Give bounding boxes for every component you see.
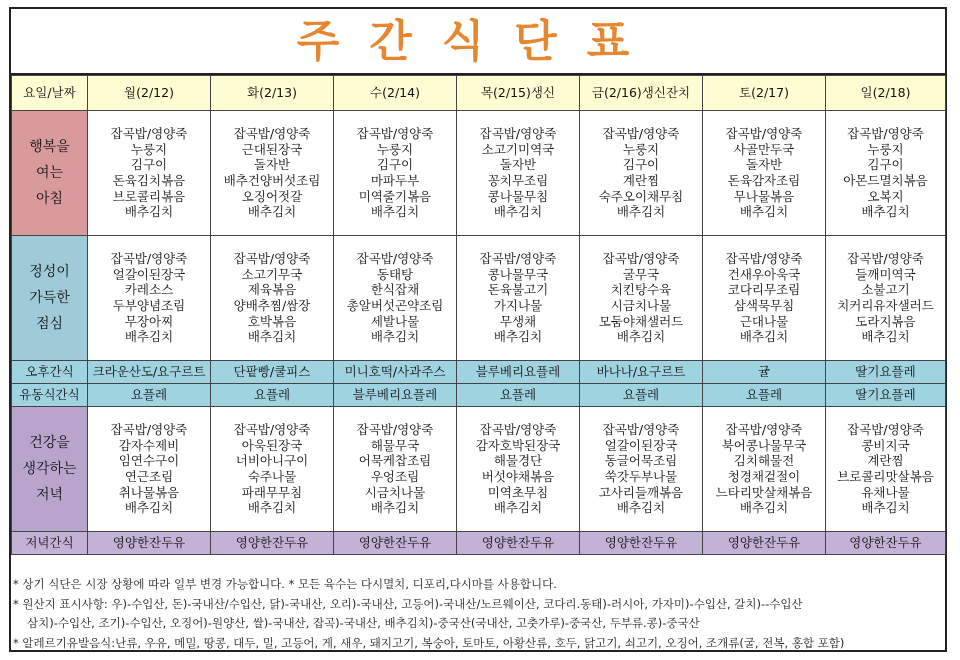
menu-item: 잡곡밥/영양죽 [233, 126, 311, 142]
dinner-label-line: 생각하는 [22, 461, 77, 477]
menu-item: 잡곡밥/영양죽 [725, 422, 803, 438]
menu-item: 호박볶음 [247, 313, 297, 329]
menu-item: 계란찜 [622, 173, 660, 188]
lunch-menu-cell [703, 236, 826, 361]
menu-item: 아몬드멸치볶음 [843, 173, 928, 188]
menu-item: 배추김치 [124, 500, 174, 516]
menu-item: 사골만두국 [733, 141, 795, 157]
menu-table [11, 75, 946, 555]
menu-item: 김구이 [622, 157, 660, 173]
menu-item: 건새우아욱국 [727, 266, 801, 282]
menu-item: 소불고기 [861, 282, 910, 298]
menu-item: 배추김치 [247, 500, 297, 516]
day-header-tue: 화(2/13) [211, 76, 334, 111]
breakfast-label [12, 111, 88, 236]
menu-item: 모둠야채샐러드 [598, 313, 684, 329]
snack-cell: 바나나/요구르트 [580, 361, 703, 384]
menu-item: 세발나물 [370, 313, 420, 329]
menu-item: 근대된장국 [241, 141, 303, 157]
menu-item: 해물경단 [493, 453, 543, 469]
menu-item: 잡곡밥/영양죽 [110, 422, 188, 438]
snack-cell: 단팥빵/쿨피스 [211, 361, 334, 384]
dinner-menu-cell [334, 407, 457, 532]
menu-item: 북어콩나물무국 [721, 437, 807, 453]
menu-item: 무생채 [499, 313, 537, 329]
menu-item: 배추김치 [616, 329, 666, 345]
menu-item: 오징어젓갈 [241, 188, 303, 204]
menu-item: 배추김치 [861, 500, 910, 516]
snack-cell: 블루베리요플레 [457, 361, 580, 384]
menu-item: 김치해물전 [733, 453, 795, 469]
menu-item: 감자호박된장국 [475, 437, 561, 453]
menu-item: 미역초무침 [487, 484, 549, 500]
menu-item: 잡곡밥/영양죽 [479, 251, 557, 267]
menu-item: 얼갈이된장국 [604, 437, 678, 453]
menu-item: 소고기무국 [241, 266, 303, 282]
menu-item: 돈육김치볶음 [112, 173, 186, 188]
menu-item: 잡곡밥/영양죽 [479, 126, 557, 142]
menu-item: 느타리맛살채볶음 [715, 484, 813, 500]
menu-item: 소고기미역국 [481, 141, 555, 157]
menu-item: 양배추찜/쌈장 [233, 298, 311, 313]
menu-item: 김구이 [867, 157, 904, 173]
menu-item: 배추김치 [370, 500, 420, 516]
breakfast-menu-cell [88, 111, 211, 236]
lunch-label-line: 정성이 [29, 264, 70, 280]
menu-item: 얼갈이된장국 [112, 266, 186, 282]
evening-snack-cell: 영양한잔두유 [580, 532, 703, 555]
breakfast-label-line: 행복을 [29, 139, 70, 155]
menu-item: 총알버섯곤약조림 [346, 298, 444, 313]
menu-item: 무나물볶음 [733, 188, 795, 204]
weekly-menu-sheet [9, 7, 947, 652]
menu-item: 고사리들깨볶음 [598, 484, 684, 500]
menu-item: 우엉조림 [370, 469, 420, 484]
breakfast-row [12, 111, 946, 236]
dinner-menu-cell [88, 407, 211, 532]
evening-snack-cell: 영양한잔두유 [88, 532, 211, 555]
liquid-snack-cell: 요플레 [580, 384, 703, 407]
menu-item: 누룽지 [867, 141, 904, 157]
menu-item: 김구이 [376, 157, 414, 173]
menu-item: 잡곡밥/영양죽 [233, 422, 311, 438]
menu-item: 누룽지 [376, 141, 414, 157]
menu-item: 콩비지국 [861, 437, 910, 453]
menu-item: 연근조림 [124, 469, 174, 484]
menu-item: 돈육불고기 [487, 282, 549, 298]
menu-item: 숙주나물 [247, 469, 297, 484]
menu-item: 청경채겉절이 [727, 469, 801, 484]
evening-snack-cell: 영양한잔두유 [826, 532, 946, 555]
menu-item: 돈육감자조림 [727, 173, 801, 188]
breakfast-menu-cell [457, 111, 580, 236]
menu-item: 배추김치 [616, 500, 666, 516]
menu-item: 숙주오이채무침 [598, 188, 684, 204]
menu-item: 시금치나물 [364, 484, 426, 500]
menu-item: 쑥갓두부나물 [604, 469, 678, 484]
menu-item: 아욱된장국 [241, 437, 303, 453]
dinner-menu-cell [211, 407, 334, 532]
lunch-menu-cell [457, 236, 580, 361]
menu-item: 오복지 [867, 188, 904, 204]
snack-cell: 크라운산도/요구르트 [88, 361, 211, 384]
menu-item: 돌자반 [745, 157, 783, 173]
liquid-snack-row [12, 384, 946, 407]
menu-item: 시금치나물 [610, 298, 672, 313]
evening-snack-cell: 영양한잔두유 [211, 532, 334, 555]
menu-item: 배추김치 [739, 329, 789, 345]
menu-item: 배추김치 [861, 204, 910, 220]
header-row [12, 76, 946, 111]
menu-item: 배추김치 [370, 329, 420, 345]
note-origin-cont: 삼치)-수입산, 조기)-수입산, 오징어)-원양산, 쌀)-국내산, 잡곡)-국내산, 배추김치)-중국산(국내산, 고춧가루)-중국산, 두부류.콩)-중국산 [27, 616, 700, 630]
menu-item: 어묵케찹조림 [358, 453, 432, 469]
menu-item: 삼색묵무침 [733, 298, 795, 313]
menu-item: 버섯야채볶음 [481, 469, 555, 484]
page-title: 주간식단표 [11, 9, 945, 75]
note-origin: * 원산지 표시사항: 우)-수입산, 돈)-국내산/수입산, 닭)-국내산, 오리)-국내산, 고등어)-국내산/노르웨이산, 코다리.동태)-러시아, 가자미)-수입산, 갈치)--수입산 [13, 596, 803, 611]
menu-item: 한식잡채 [370, 282, 420, 298]
menu-item: 꽁치무조림 [487, 173, 549, 188]
menu-item: 감자수제비 [118, 437, 180, 453]
menu-item: 미역줄기볶음 [358, 188, 432, 204]
menu-item: 동글어묵조림 [604, 453, 678, 469]
liquid-snack-cell: 요플레 [88, 384, 211, 407]
menu-item: 잡곡밥/영양죽 [356, 422, 434, 438]
breakfast-menu-cell [580, 111, 703, 236]
menu-item: 배추건양버섯조림 [223, 173, 321, 188]
lunch-label-line: 가득한 [29, 290, 70, 306]
menu-item: 치킨탕수육 [610, 282, 672, 298]
snack-label: 오후간식 [12, 361, 88, 384]
menu-item: 치커리유자샐러드 [837, 298, 934, 313]
menu-item: 잡곡밥/영양죽 [602, 422, 680, 438]
menu-item: 잡곡밥/영양죽 [725, 251, 803, 267]
evening-snack-row [12, 532, 946, 555]
snack-cell: 미니호떡/사과주스 [334, 361, 457, 384]
menu-item: 브로콜리볶음 [112, 188, 186, 204]
breakfast-menu-cell [334, 111, 457, 236]
lunch-menu-cell [826, 236, 946, 361]
day-header-thu: 목(2/15)생신 [457, 76, 580, 111]
menu-item: 잡곡밥/영양죽 [110, 251, 188, 267]
menu-item: 잡곡밥/영양죽 [356, 251, 434, 267]
lunch-menu-cell [580, 236, 703, 361]
lunch-menu-cell [211, 236, 334, 361]
note-change-notice: * 상기 식단은 시장 상황에 따라 일부 변경 가능합니다. * 모든 육수는 다시멸치, 디포리,다시마를 사용합니다. [13, 577, 557, 591]
dinner-menu-cell [580, 407, 703, 532]
menu-item: 굴무국 [622, 266, 660, 282]
liquid-snack-cell: 요플레 [703, 384, 826, 407]
menu-item: 잡곡밥/영양죽 [110, 126, 188, 142]
breakfast-menu-cell [703, 111, 826, 236]
menu-item: 돌자반 [253, 157, 291, 173]
day-header-mon: 월(2/12) [88, 76, 211, 111]
menu-item: 브로콜리맛살볶음 [837, 469, 934, 484]
liquid-snack-label: 유동식간식 [12, 384, 88, 407]
dinner-menu-cell [703, 407, 826, 532]
menu-item: 콩나물무국 [487, 266, 549, 282]
menu-item: 무장아찌 [124, 313, 174, 329]
menu-item: 근대나물 [739, 313, 789, 329]
menu-item: 임연수구이 [118, 453, 180, 469]
breakfast-menu-cell [826, 111, 946, 236]
menu-item: 배추김치 [370, 204, 420, 220]
menu-item: 누룽지 [130, 141, 168, 157]
dinner-menu-cell [826, 407, 946, 532]
menu-item: 돌자반 [499, 157, 537, 173]
menu-item: 가지나물 [493, 298, 543, 313]
menu-item: 배추김치 [247, 204, 297, 220]
menu-item: 잡곡밥/영양죽 [479, 422, 557, 438]
day-header-fri: 금(2/16)생신잔치 [580, 76, 703, 111]
menu-item: 잡곡밥/영양죽 [602, 126, 680, 142]
menu-item: 동태탕 [376, 266, 414, 282]
dinner-menu-cell [457, 407, 580, 532]
day-header-wed: 수(2/14) [334, 76, 457, 111]
menu-item: 배추김치 [493, 500, 543, 516]
menu-item: 잡곡밥/영양죽 [847, 126, 924, 142]
menu-item: 잡곡밥/영양죽 [602, 251, 680, 267]
menu-item: 배추김치 [124, 329, 174, 345]
day-header-sat: 토(2/17) [703, 76, 826, 111]
menu-item: 제육볶음 [247, 282, 297, 298]
dinner-row [12, 407, 946, 532]
menu-item: 두부양념조림 [112, 298, 186, 313]
menu-item: 도라지볶음 [855, 313, 916, 329]
evening-snack-cell: 영양한잔두유 [334, 532, 457, 555]
evening-snack-cell: 영양한잔두유 [703, 532, 826, 555]
dinner-label-line: 저녁 [35, 487, 64, 503]
menu-item: 파래무무침 [241, 484, 303, 500]
liquid-snack-cell: 블루베리요플레 [334, 384, 457, 407]
menu-item: 김구이 [130, 157, 168, 173]
lunch-row [12, 236, 946, 361]
header-label: 요일/날짜 [12, 76, 88, 111]
lunch-label [12, 236, 88, 361]
menu-item: 잡곡밥/영양죽 [847, 422, 924, 438]
menu-item: 취나물볶음 [118, 484, 180, 500]
menu-item: 배추김치 [124, 204, 174, 220]
snack-row [12, 361, 946, 384]
lunch-menu-cell [88, 236, 211, 361]
menu-item: 배추김치 [493, 204, 543, 220]
menu-item: 잡곡밥/영양죽 [725, 126, 803, 142]
menu-item: 누룽지 [622, 141, 660, 157]
menu-item: 잡곡밥/영양죽 [356, 126, 434, 142]
lunch-menu-cell [334, 236, 457, 361]
evening-snack-label: 저녁간식 [12, 532, 88, 555]
menu-item: 마파두부 [370, 173, 420, 188]
menu-item: 배추김치 [616, 204, 666, 220]
menu-item: 너비아니구이 [235, 453, 309, 469]
menu-item: 해물무국 [370, 437, 420, 453]
dinner-label [12, 407, 88, 532]
liquid-snack-cell: 딸기요플레 [826, 384, 946, 407]
menu-item: 계란찜 [867, 453, 904, 469]
menu-item: 배추김치 [739, 500, 789, 516]
menu-item: 배추김치 [739, 204, 789, 220]
lunch-label-line: 점심 [35, 316, 64, 332]
menu-item: 배추김치 [247, 329, 297, 345]
menu-item: 들깨미역국 [855, 266, 916, 282]
liquid-snack-cell: 요플레 [211, 384, 334, 407]
snack-cell: 귤 [703, 361, 826, 384]
menu-item: 배추김치 [493, 329, 543, 345]
breakfast-menu-cell [211, 111, 334, 236]
snack-cell: 딸기요플레 [826, 361, 946, 384]
menu-item: 잡곡밥/영양죽 [233, 251, 311, 267]
menu-item: 카레소스 [124, 282, 174, 298]
menu-item: 콩나물무침 [487, 188, 549, 204]
liquid-snack-cell: 요플레 [457, 384, 580, 407]
breakfast-label-line: 아침 [35, 191, 64, 207]
menu-item: 잡곡밥/영양죽 [847, 251, 924, 267]
dinner-label-line: 건강을 [29, 435, 70, 451]
menu-item: 코다리무조림 [727, 282, 801, 298]
footnotes [11, 574, 945, 650]
note-allergy: * 알레르기유발음식:난류, 우유, 메밀, 땅콩, 대두, 밀, 고등어, 게, 새우, 돼지고기, 복숭아, 토마토, 아황산류, 호두, 닭고기, 쇠고기, 오징어, 조개류(굴, 전복, 홍합 포함) [13, 635, 845, 650]
menu-item: 유채나물 [861, 484, 910, 500]
breakfast-label-line: 여는 [35, 165, 64, 181]
day-header-sun: 일(2/18) [826, 76, 946, 111]
menu-item: 배추김치 [861, 329, 910, 345]
evening-snack-cell: 영양한잔두유 [457, 532, 580, 555]
